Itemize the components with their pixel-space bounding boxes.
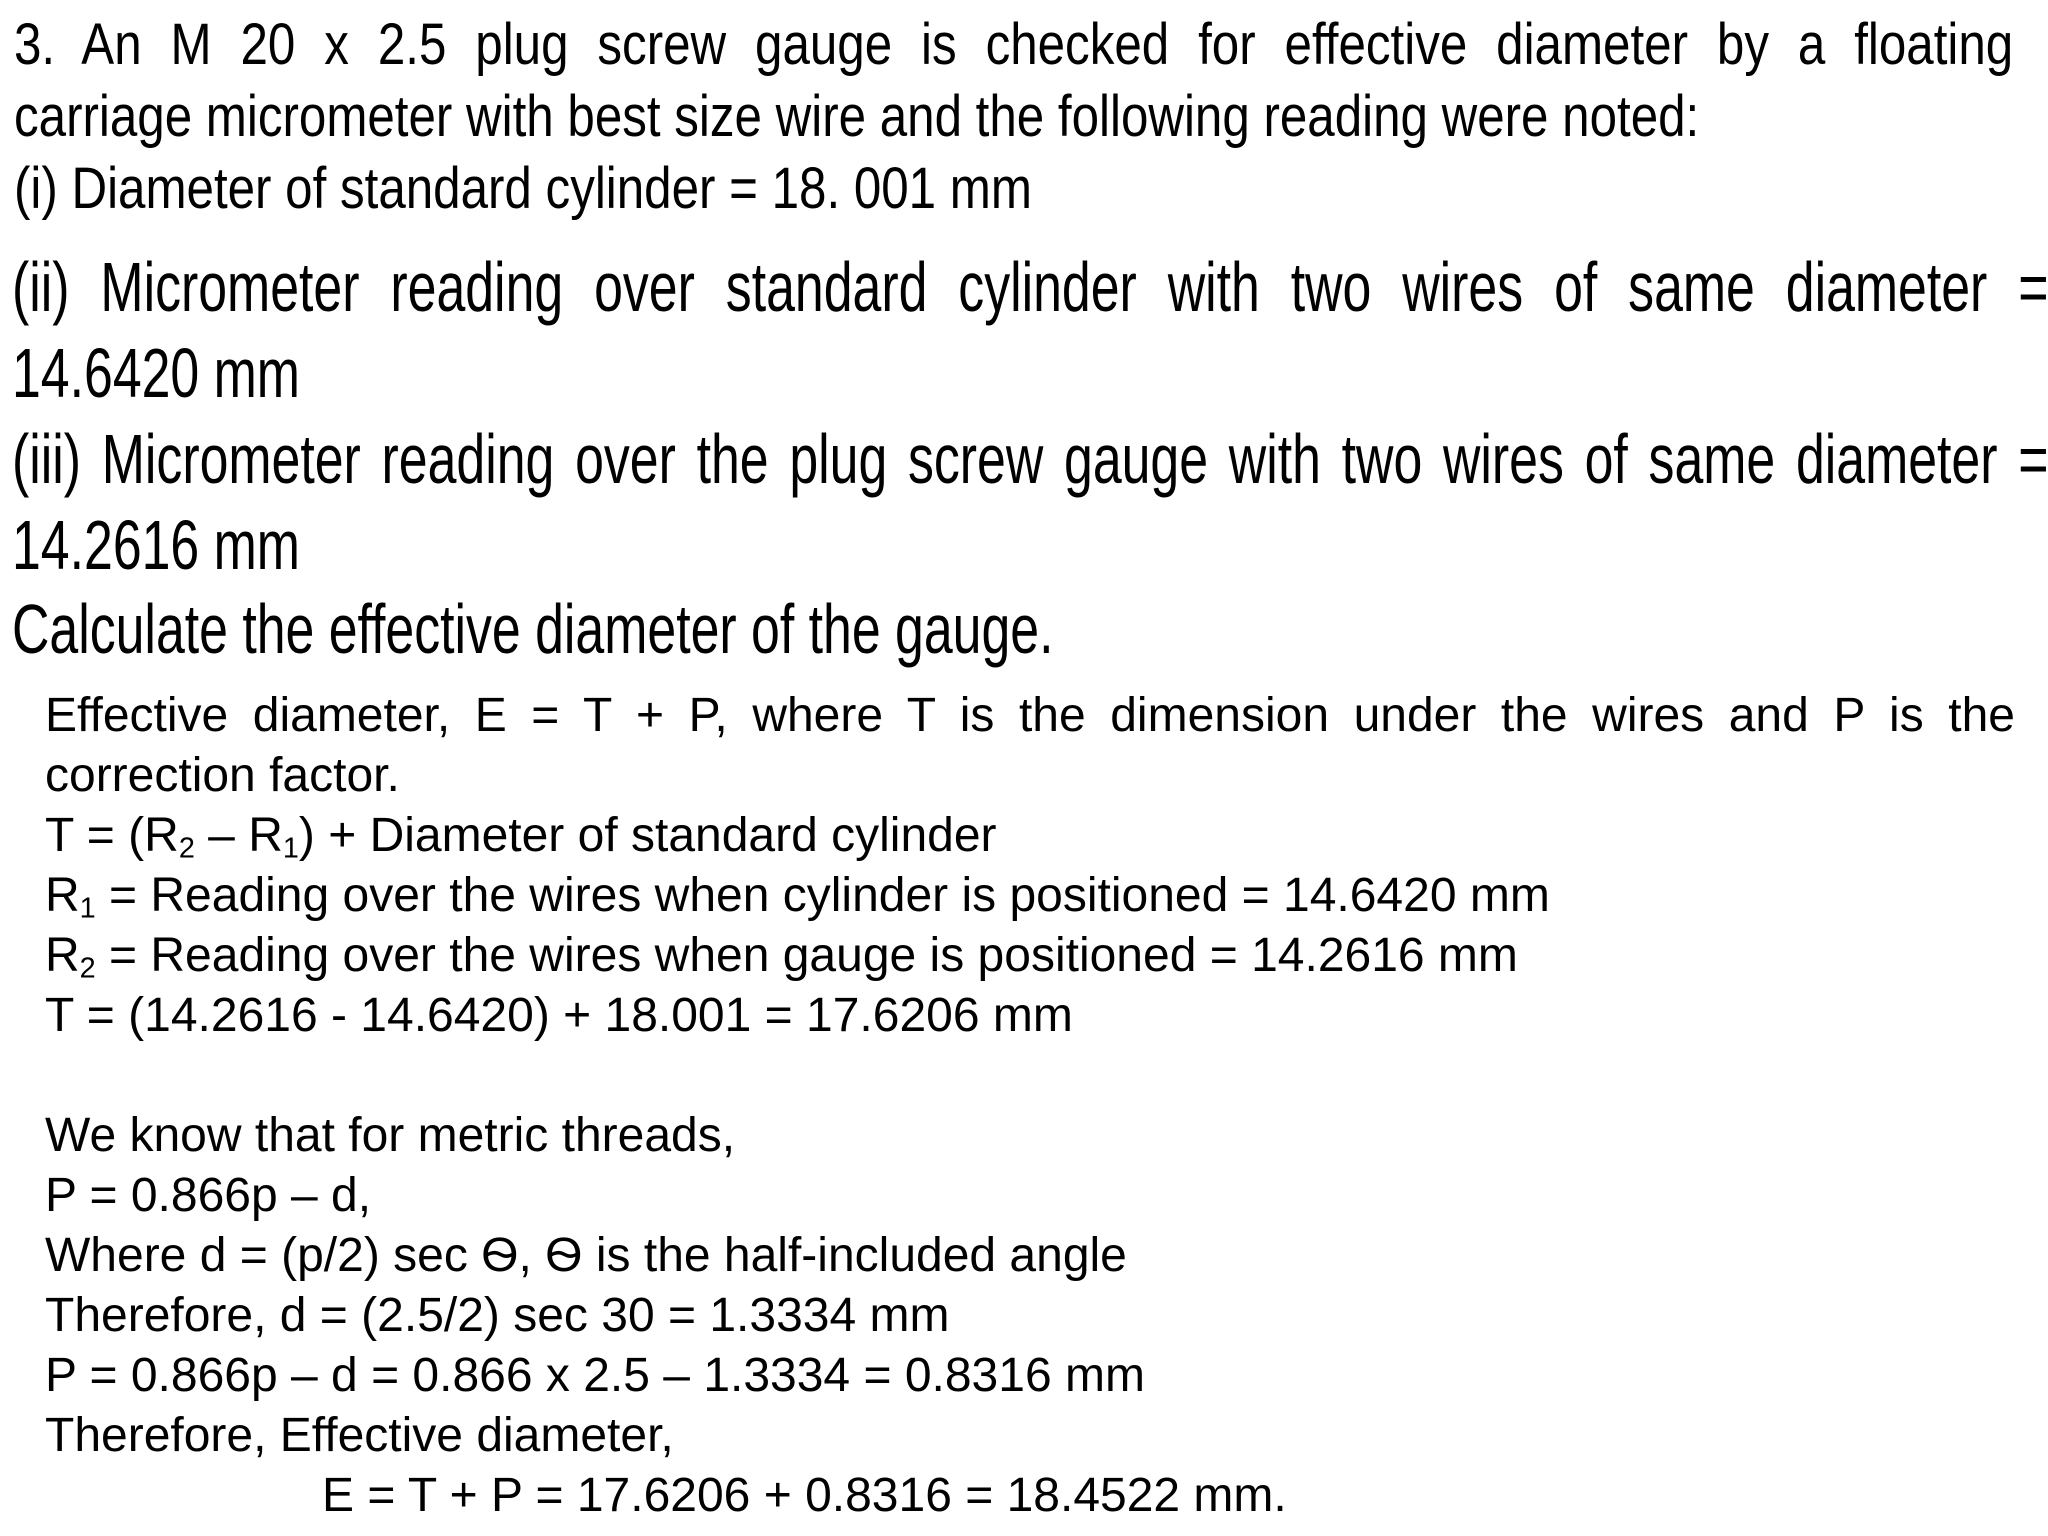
given-item-1: (i) Diameter of standard cylinder = 18. 001 mm [14, 156, 1032, 221]
p-formula: P = 0.866p – d, [45, 1169, 372, 1222]
metric-thread-intro: We know that for metric threads, [45, 1109, 736, 1162]
given-item-2: (ii) Micrometer reading over standard cylinder with two wires of same diameter = [12, 248, 2048, 326]
given-item-3: (iii) Micrometer reading over the plug screw gauge with two wires of same diameter = [12, 420, 2048, 498]
conclusion-label: Therefore, Effective diameter, [45, 1409, 674, 1462]
question-line-2: carriage micrometer with best size wire and the following reading were noted: [14, 84, 1700, 149]
d-calculation: Therefore, d = (2.5/2) sec 30 = 1.3334 mm [45, 1289, 950, 1342]
given-item-2-value: 14.6420 mm [12, 334, 300, 412]
d-definition: Where d = (p/2) sec Ѳ, Ѳ is the half-included angle [45, 1229, 1127, 1282]
final-answer: E = T + P = 17.6206 + 0.8316 = 18.4522 mm. [322, 1469, 1287, 1522]
p-calculation: P = 0.866p – d = 0.866 x 2.5 – 1.3334 = 0.8316 mm [45, 1349, 1145, 1402]
solution-intro-line-2: correction factor. [45, 749, 400, 802]
r2-definition: $R_2$ = Reading over the wires when gauge is positioned = 14.2616 mm [45, 929, 1518, 985]
t-definition: $T = (R_2 - R_1)$ + Diameter of standard cylinder [45, 809, 997, 865]
question-line-1: 3. An M 20 x 2.5 plug screw gauge is checked for effective diameter by a floating [14, 12, 2014, 77]
given-item-3-value: 14.2616 mm [12, 506, 300, 584]
question-task: Calculate the effective diameter of the gauge. [12, 590, 1054, 668]
r1-definition: $R_1$ = Reading over the wires when cylinder is positioned = 14.6420 mm [45, 869, 1550, 925]
solution-intro-line-1: Effective diameter, E = T + P, where T is the dimension under the wires and P is the [45, 689, 2015, 742]
t-calculation: T = (14.2616 - 14.6420) + 18.001 = 17.6206 mm [45, 989, 1073, 1042]
